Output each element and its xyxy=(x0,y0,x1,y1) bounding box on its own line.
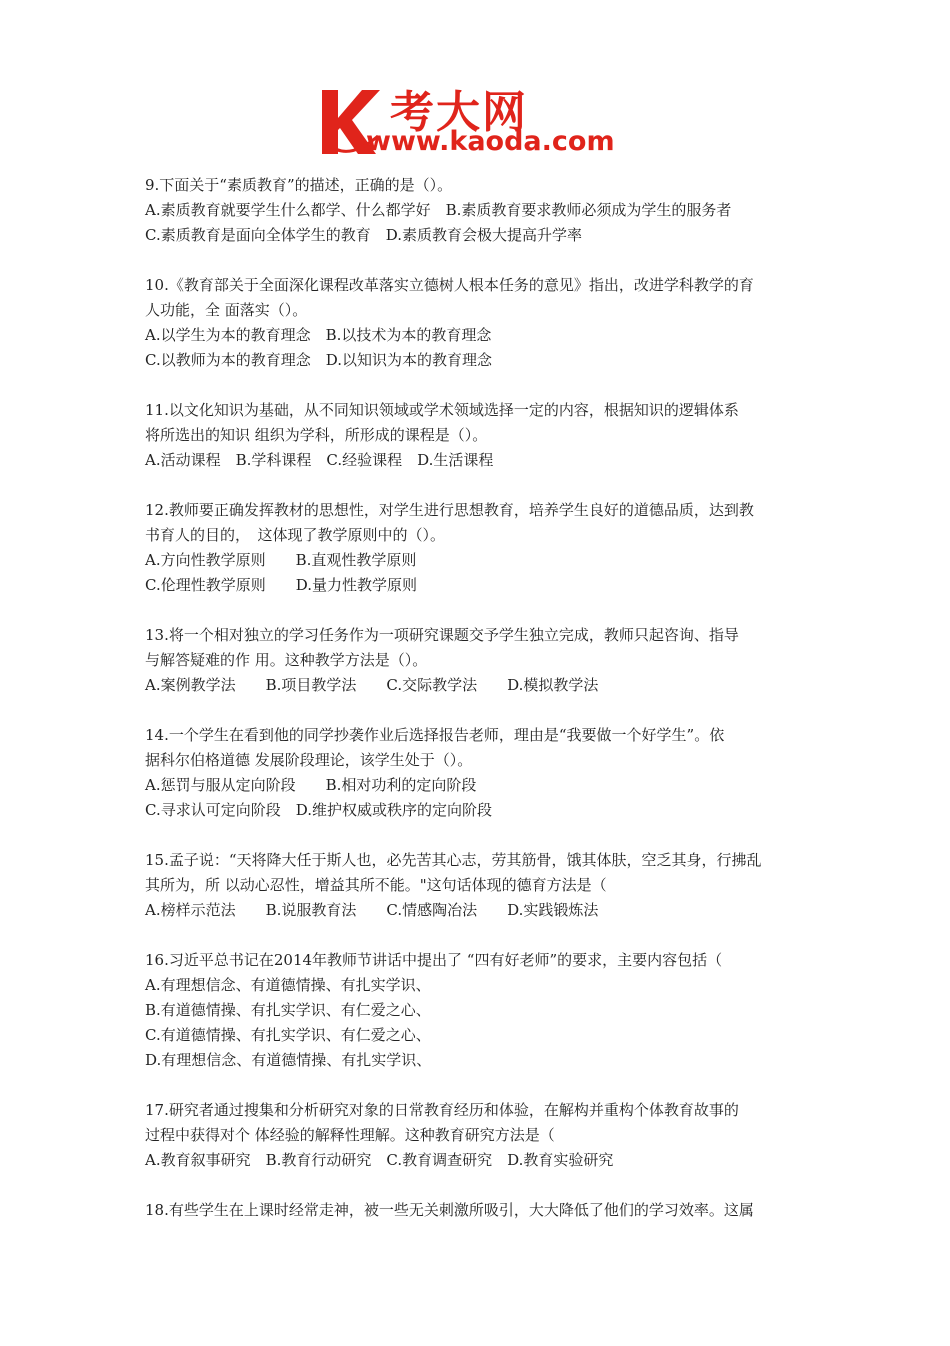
question-11 xyxy=(145,398,810,473)
kaoda-logo xyxy=(318,82,638,162)
question-stem: 9.下面关于“素质教育”的描述，正确的是（）。 xyxy=(145,176,453,194)
question-line: 过程中获得对个 体经验的解释性理解。这种教育研究方法是（ xyxy=(145,1126,555,1144)
question-line: C.以教师为本的教育理念 D.以知识为本的教育理念 xyxy=(145,351,492,369)
question-line: A.惩罚与服从定向阶段 B.相对功利的定向阶段 xyxy=(145,776,477,794)
logo-url: www.kaoda.com xyxy=(366,126,615,157)
question-line: C.伦理性教学原则 D.量力性教学原则 xyxy=(145,576,417,594)
question-line: 其所为，所 以动心忍性，增益其所不能。"这句话体现的德育方法是（ xyxy=(145,876,607,894)
question-line: C.素质教育是面向全体学生的教育 D.素质教育会极大提高升学率 xyxy=(145,226,582,244)
question-line: A.案例教学法 B.项目教学法 C.交际教学法 D.模拟教学法 xyxy=(145,676,599,694)
question-13 xyxy=(145,623,810,698)
question-12 xyxy=(145,498,810,598)
question-stem: 16.习近平总书记在2014年教师节讲话中提出了 “四有好老师”的要求，主要内容包括（ xyxy=(145,951,723,969)
question-line: 人功能，全 面落实（）。 xyxy=(145,301,308,319)
question-line: 将所选出的知识 组织为学科，所形成的课程是（）。 xyxy=(145,426,488,444)
question-line: A.榜样示范法 B.说服教育法 C.情感陶冶法 D.实践锻炼法 xyxy=(145,901,599,919)
question-14 xyxy=(145,723,810,823)
question-16 xyxy=(145,948,810,1073)
question-line: C.有道德情操、有扎实学识、有仁爱之心、 xyxy=(145,1026,431,1044)
question-list xyxy=(145,173,810,1248)
question-line: A.有理想信念、有道德情操、有扎实学识、 xyxy=(145,976,431,994)
question-15 xyxy=(145,848,810,923)
question-line: A.教育叙事研究 B.教育行动研究 C.教育调查研究 D.教育实验研究 xyxy=(145,1151,614,1169)
question-line: A.素质教育就要学生什么都学、什么都学好 B.素质教育要求教师必须成为学生的服务者 xyxy=(145,201,732,219)
question-stem: 11.以文化知识为基础，从不同知识领域或学术领域选择一定的内容，根据知识的逻辑体系 xyxy=(145,401,739,419)
question-line: 据科尔伯格道德 发展阶段理论，该学生处于（）。 xyxy=(145,751,473,769)
question-line: 书育人的目的， 这体现了教学原则中的（）。 xyxy=(145,526,446,544)
question-stem: 15.孟子说：“天将降大任于斯人也，必先苦其心志，劳其筋骨，饿其体肤，空乏其身，行拂乱 xyxy=(145,851,762,869)
question-stem: 10.《教育部关于全面深化课程改革落实立德树人根本任务的意见》指出，改进学科教学的育 xyxy=(145,276,754,294)
question-line: B.有道德情操、有扎实学识、有仁爱之心、 xyxy=(145,1001,431,1019)
question-line: C.寻求认可定向阶段 D.维护权威或秩序的定向阶段 xyxy=(145,801,492,819)
question-10 xyxy=(145,273,810,373)
question-9 xyxy=(145,173,810,248)
question-line: D.有理想信念、有道德情操、有扎实学识、 xyxy=(145,1051,432,1069)
question-line: 与解答疑难的作 用。这种教学方法是（）。 xyxy=(145,651,428,669)
question-stem: 18.有些学生在上课时经常走神，被一些无关刺激所吸引，大大降低了他们的学习效率。这属 xyxy=(145,1201,754,1219)
question-line: A.活动课程 B.学科课程 C.经验课程 D.生活课程 xyxy=(145,451,494,469)
question-stem: 12.教师要正确发挥教材的思想性，对学生进行思想教育，培养学生良好的道德品质，达到教 xyxy=(145,501,754,519)
question-18 xyxy=(145,1198,810,1223)
question-line: A.以学生为本的教育理念 B.以技术为本的教育理念 xyxy=(145,326,492,344)
question-line: A.方向性教学原则 B.直观性教学原则 xyxy=(145,551,417,569)
question-17 xyxy=(145,1098,810,1173)
question-stem: 13.将一个相对独立的学习任务作为一项研究课题交予学生独立完成，教师只起咨询、指导 xyxy=(145,626,739,644)
logo-brand-name: 考大网 xyxy=(390,87,528,138)
question-stem: 14.一个学生在看到他的同学抄袭作业后选择报告老师，理由是“我要做一个好学生”。依 xyxy=(145,726,725,744)
question-stem: 17.研究者通过搜集和分析研究对象的日常教育经历和体验，在解构并重构个体教育故事的 xyxy=(145,1101,739,1119)
